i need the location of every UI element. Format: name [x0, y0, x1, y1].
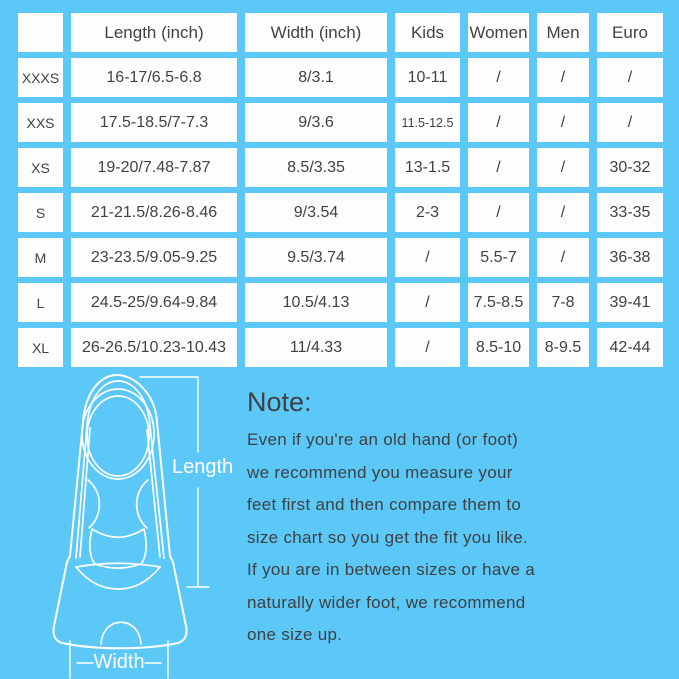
table-cell: /	[537, 238, 589, 277]
table-cell: /	[468, 58, 529, 97]
table-cell: /	[395, 328, 460, 367]
table-cell: 23-23.5/9.05-9.25	[71, 238, 237, 277]
column-header-length: Length (inch)	[71, 13, 237, 52]
table-cell: /	[395, 283, 460, 322]
table-cell: 42-44	[597, 328, 663, 367]
table-cell: 33-35	[597, 193, 663, 232]
note-line: feet first and then compare them to	[247, 495, 522, 514]
size-table	[18, 13, 663, 367]
column-header-width: Width (inch)	[245, 13, 387, 52]
table-cell: 2-3	[395, 193, 460, 232]
table-cell: /	[537, 103, 589, 142]
table-cell: 9/3.54	[245, 193, 387, 232]
corner-cell	[18, 13, 63, 52]
note-line: Even if you're an old hand (or foot)	[247, 430, 519, 449]
table-cell: 8/3.1	[245, 58, 387, 97]
table-cell: 26-26.5/10.23-10.43	[71, 328, 237, 367]
table-cell: 11.5-12.5	[395, 103, 460, 142]
note-line: naturally wider foot, we recommend	[247, 592, 526, 612]
table-cell: 11/4.33	[245, 328, 387, 367]
table-cell: 39-41	[597, 283, 663, 322]
table-cell: 8-9.5	[537, 328, 589, 367]
row-label: M	[18, 238, 63, 277]
fin-silhouette	[53, 375, 186, 648]
row-label: XXXS	[18, 58, 63, 97]
table-cell: 19-20/7.48-7.87	[71, 148, 237, 187]
row-label: XXS	[18, 103, 63, 142]
length-dimension-label: Length	[172, 456, 234, 478]
fin-outline-drawing	[20, 370, 234, 679]
width-dimension-label: Width	[93, 651, 145, 673]
table-cell: /	[395, 238, 460, 277]
note-title: Note:	[247, 387, 312, 417]
table-cell: 24.5-25/9.64-9.84	[71, 283, 237, 322]
table-cell: 9/3.6	[245, 103, 387, 142]
length-measure-line	[140, 377, 209, 587]
row-label: XL	[18, 328, 63, 367]
note-line: one size up.	[247, 625, 343, 644]
column-header-men: Men	[537, 13, 589, 52]
row-label: S	[18, 193, 63, 232]
table-cell: /	[537, 58, 589, 97]
table-cell: /	[597, 58, 663, 97]
table-cell: 16-17/6.5-6.8	[71, 58, 237, 97]
table-cell: 9.5/3.74	[245, 238, 387, 277]
table-cell: /	[468, 193, 529, 232]
table-cell: 17.5-18.5/7-7.3	[71, 103, 237, 142]
table-cell: 21-21.5/8.26-8.46	[71, 193, 237, 232]
table-cell: 7.5-8.5	[468, 283, 529, 322]
table-cell: 10.5/4.13	[245, 283, 387, 322]
table-cell: 10-11	[395, 58, 460, 97]
note-line: If you are in between sizes or have a	[247, 560, 535, 579]
note-line: we recommend you measure your	[247, 462, 513, 482]
note-line: size chart so you get the fit you like.	[247, 527, 529, 547]
table-cell: 5.5-7	[468, 238, 529, 277]
table-cell: 7-8	[537, 283, 589, 322]
column-header-kids: Kids	[395, 13, 460, 52]
table-cell: /	[468, 103, 529, 142]
row-label: XS	[18, 148, 63, 187]
note-section	[247, 386, 535, 652]
column-header-euro: Euro	[597, 13, 663, 52]
table-cell: /	[537, 193, 589, 232]
table-cell: 8.5/3.35	[245, 148, 387, 187]
column-header-women: Women	[468, 13, 529, 52]
table-cell: 36-38	[597, 238, 663, 277]
row-label: L	[18, 283, 63, 322]
table-cell: 8.5-10	[468, 328, 529, 367]
table-cell: 13-1.5	[395, 148, 460, 187]
table-cell: 30-32	[597, 148, 663, 187]
table-cell: /	[597, 103, 663, 142]
table-cell: /	[537, 148, 589, 187]
table-cell: /	[468, 148, 529, 187]
